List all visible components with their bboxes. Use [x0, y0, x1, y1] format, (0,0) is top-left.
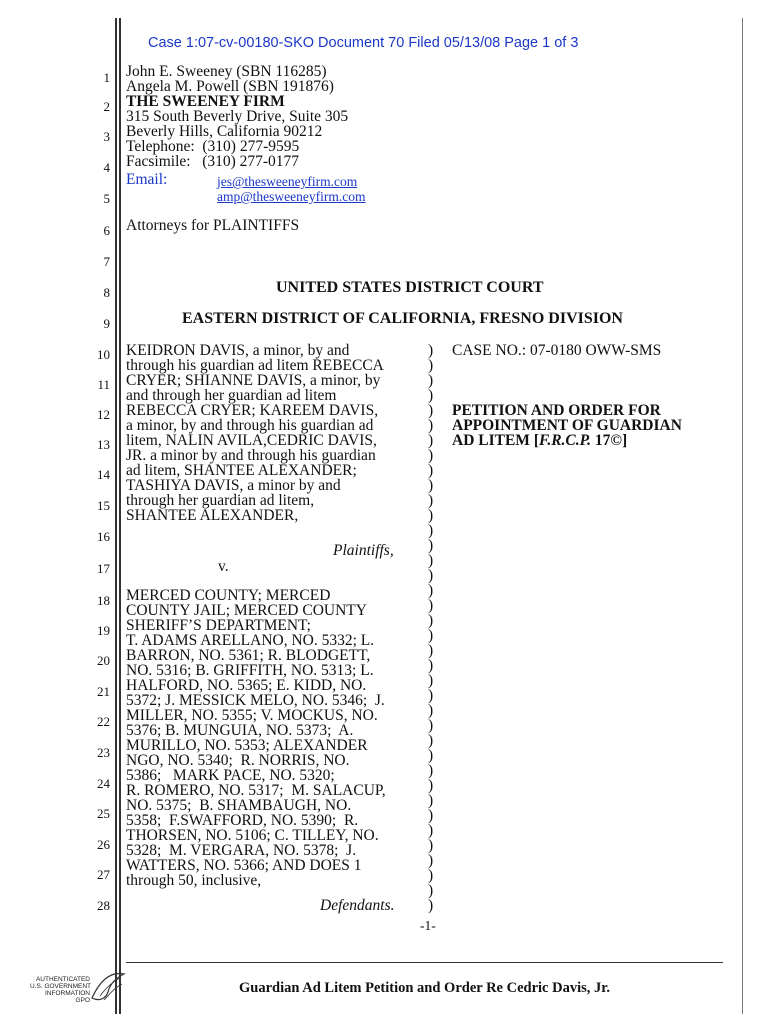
line-number: 10 — [97, 347, 110, 362]
line-number: 22 — [97, 714, 110, 729]
line-number: 19 — [97, 623, 110, 638]
email-link-amp[interactable]: amp@thesweeneyfirm.com — [217, 189, 366, 204]
line-number: 11 — [97, 377, 110, 392]
page-number: -1- — [420, 918, 436, 933]
line-number: 3 — [103, 129, 110, 144]
court-name: UNITED STATES DISTRICT COURT — [276, 279, 544, 296]
line-number: 1 — [103, 70, 110, 85]
line-number: 21 — [97, 684, 110, 699]
left-margin-rule-outer — [115, 18, 117, 1014]
line-number: 5 — [103, 191, 110, 206]
footer-title: Guardian Ad Litem Petition and Order Re Cedric Davis, Jr. — [239, 980, 610, 996]
gpo-eagle-icon — [88, 968, 128, 1008]
line-number: 7 — [103, 254, 110, 269]
left-margin-rule-inner — [119, 18, 121, 1014]
email-link-jes[interactable]: jes@thesweeneyfirm.com — [217, 174, 358, 189]
line-number: 8 — [103, 285, 110, 300]
line-number: 27 — [97, 867, 110, 882]
line-number: 16 — [97, 529, 110, 544]
line-number: 12 — [97, 407, 110, 422]
gpo-logo-text: AUTHENTICATED U.S. GOVERNMENT INFORMATION GPO — [30, 976, 92, 1004]
line-number: 25 — [97, 806, 110, 821]
right-margin-rule — [742, 18, 743, 1014]
line-number: 2 — [103, 99, 110, 114]
line-number: 14 — [97, 467, 110, 482]
line-number: 23 — [97, 745, 110, 760]
caption-parentheses: ) ) ) ) ) ) ) ) ) ) ) ) ) ) ) ) ) ) ) ) ) ) ) ) ) ) ) ) ) ) ) ) ) ) ) ) ) ) — [428, 342, 434, 914]
line-number: 6 — [103, 223, 110, 238]
document-title-line1: PETITION AND ORDER FOR — [452, 402, 661, 419]
plaintiffs-caption: KEIDRON DAVIS, a minor, by and through his guardian ad litem REBECCA CRYER; SHIANNE DAVIS, a minor, by and through her guardian ad litem REBECCA CRYER; KAREEM DAVIS, a minor, by and through his guardian ad litem, NALIN AVILA,CEDRIC DAVIS, JR. a minor by and through his guardian ad litem, SHANTEE ALEXANDER; TASHIYA DAVIS, a minor by and through her guardian ad litem, SHANTEE ALEXANDER, — [126, 342, 384, 524]
versus: v. — [218, 558, 229, 575]
line-number: 26 — [97, 837, 110, 852]
case-number: CASE NO.: 07-0180 OWW-SMS — [452, 342, 662, 359]
defendants-label: Defendants. — [320, 897, 395, 914]
line-number: 4 — [103, 160, 110, 175]
plaintiffs-label: Plaintiffs, — [333, 542, 394, 559]
document-title-line3: AD LITEM [F.R.C.P. 17©] — [452, 432, 628, 449]
case-header: Case 1:07-cv-00180-SKO Document 70 Filed 05/13/08 Page 1 of 3 — [148, 35, 579, 51]
line-number: 28 — [97, 898, 110, 913]
footer-rule — [126, 962, 723, 963]
gpo-authentication-logo — [30, 968, 110, 1014]
attorney-names: John E. Sweeney (SBN 116285) Angela M. Powell (SBN 191876) — [126, 63, 334, 95]
firm-name: THE SWEENEY FIRM — [126, 93, 285, 110]
defendants-caption: MERCED COUNTY; MERCED COUNTY JAIL; MERCED COUNTY SHERIFF’S DEPARTMENT; T. ADAMS ARELLANO, NO. 5332; L. BARRON, NO. 5361; R. BLODGETT, NO. 5316; B. GRIFFITH, NO. 5313; L. HALFORD, NO. 5365; E. KIDD, NO. 5372; J. MESSICK MELO, NO. 5346; J. MILLER, NO. 5355; V. MOCKUS, NO. 5376; B. MUNGUIA, NO. 5373; A. MURILLO, NO. 5353; ALEXANDER NGO, NO. 5340; R. NORRIS, NO. 5386; MARK PACE, NO. 5320; R. ROMERO, NO. 5317; M. SALACUP, NO. 5375; B. SHAMBAUGH, NO. 5358; F.SWAFFORD, NO. 5390; R. THORSEN, NO. 5106; C. TILLEY, NO. 5328; M. VERGARA, NO. 5378; J. WATTERS, NO. 5366; AND DOES 1 through 50, inclusive, — [126, 587, 386, 889]
line-number: 9 — [103, 316, 110, 331]
line-number: 17 — [97, 561, 110, 576]
firm-address: 315 South Beverly Drive, Suite 305 Beverly Hills, California 90212 Telephone: (310) 277-9595 Facsimile: (310) 277-0177 — [126, 108, 349, 170]
document-title-line2: APPOINTMENT OF GUARDIAN — [452, 417, 682, 434]
line-number: 18 — [97, 593, 110, 608]
line-number: 24 — [97, 776, 110, 791]
line-number: 13 — [97, 437, 110, 452]
line-number: 20 — [97, 653, 110, 668]
court-district: EASTERN DISTRICT OF CALIFORNIA, FRESNO DIVISION — [182, 310, 623, 327]
line-number: 15 — [97, 498, 110, 513]
email-label: Email: — [126, 171, 168, 188]
attorneys-for: Attorneys for PLAINTIFFS — [126, 217, 300, 234]
